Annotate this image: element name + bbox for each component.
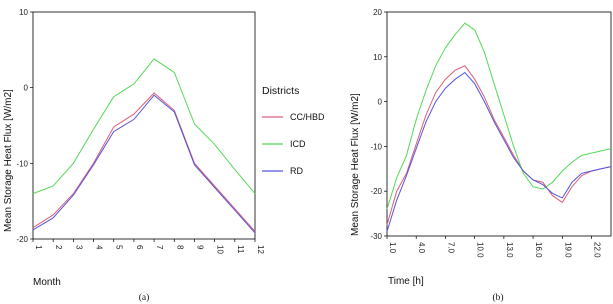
x-tick-label: 16.0 xyxy=(534,242,544,258)
legend-label: RD xyxy=(290,166,303,176)
series-lines-a xyxy=(33,59,255,233)
x-tick-label: 11 xyxy=(235,245,245,254)
y-tick-label: 10 xyxy=(19,8,28,17)
plot-frame-a xyxy=(33,12,255,239)
y-tick-label: -20 xyxy=(16,235,28,244)
plot-frame-b xyxy=(387,12,611,236)
legend-label: CC/HBD xyxy=(290,112,325,122)
y-tick-label: 0 xyxy=(23,83,28,93)
y-axis-label-a: Mean Storage Heat Flux [W/m2] xyxy=(3,89,14,232)
x-ticks-b xyxy=(387,236,602,258)
y-ticks-a xyxy=(16,8,33,244)
x-tick-label: 9 xyxy=(195,245,205,250)
x-tick-label: 1.0 xyxy=(388,242,397,254)
x-tick-label: 4.0 xyxy=(417,242,427,254)
x-axis-label-a: Month xyxy=(33,277,61,288)
x-tick-label: 13.0 xyxy=(504,242,514,258)
y-tick-label: -10 xyxy=(370,142,382,152)
series-line-a-cc-hbd xyxy=(33,93,255,231)
legend-items xyxy=(262,112,325,176)
panel-caption-b: (b) xyxy=(492,293,504,303)
x-tick-label: 10 xyxy=(215,245,225,254)
x-tick-label: 8 xyxy=(175,245,185,250)
series-line-a-icd xyxy=(33,59,255,194)
y-tick-label: -30 xyxy=(370,232,382,241)
series-line-b-rd xyxy=(387,73,611,232)
series-lines-b xyxy=(387,23,611,231)
legend xyxy=(262,85,325,176)
x-tick-label: 12 xyxy=(256,245,265,254)
x-tick-label: 4 xyxy=(94,245,104,250)
x-tick-label: 19.0 xyxy=(563,242,573,258)
y-axis-label-b: Mean Storage Heat Flux [W/m2] xyxy=(350,93,361,236)
x-tick-label: 10.0 xyxy=(475,242,485,258)
chart-panel-b xyxy=(350,8,611,303)
x-tick-label: 5 xyxy=(114,245,124,250)
x-tick-label: 7 xyxy=(155,245,165,250)
panel-caption-a: (a) xyxy=(138,293,150,303)
x-tick-label: 7.0 xyxy=(446,242,456,254)
x-tick-label: 6 xyxy=(134,245,144,250)
x-tick-label: 3 xyxy=(74,245,84,250)
x-ticks-a xyxy=(33,239,265,254)
chart-panel-a xyxy=(3,8,265,303)
x-axis-label-b: Time [h] xyxy=(388,276,424,287)
series-line-a-rd xyxy=(33,95,255,233)
series-line-b-cc-hbd xyxy=(387,66,611,225)
y-ticks-b xyxy=(370,8,387,241)
legend-title: Districts xyxy=(262,85,300,97)
y-tick-label: 10 xyxy=(373,52,382,62)
y-tick-label: 0 xyxy=(377,97,382,107)
legend-label: ICD xyxy=(290,139,306,149)
y-tick-label: -10 xyxy=(16,159,28,169)
y-tick-label: 20 xyxy=(373,8,382,17)
y-tick-label: -20 xyxy=(370,187,382,197)
x-tick-label: 22.0 xyxy=(592,242,602,258)
x-tick-label: 1 xyxy=(34,245,43,250)
x-tick-label: 2 xyxy=(54,245,64,250)
